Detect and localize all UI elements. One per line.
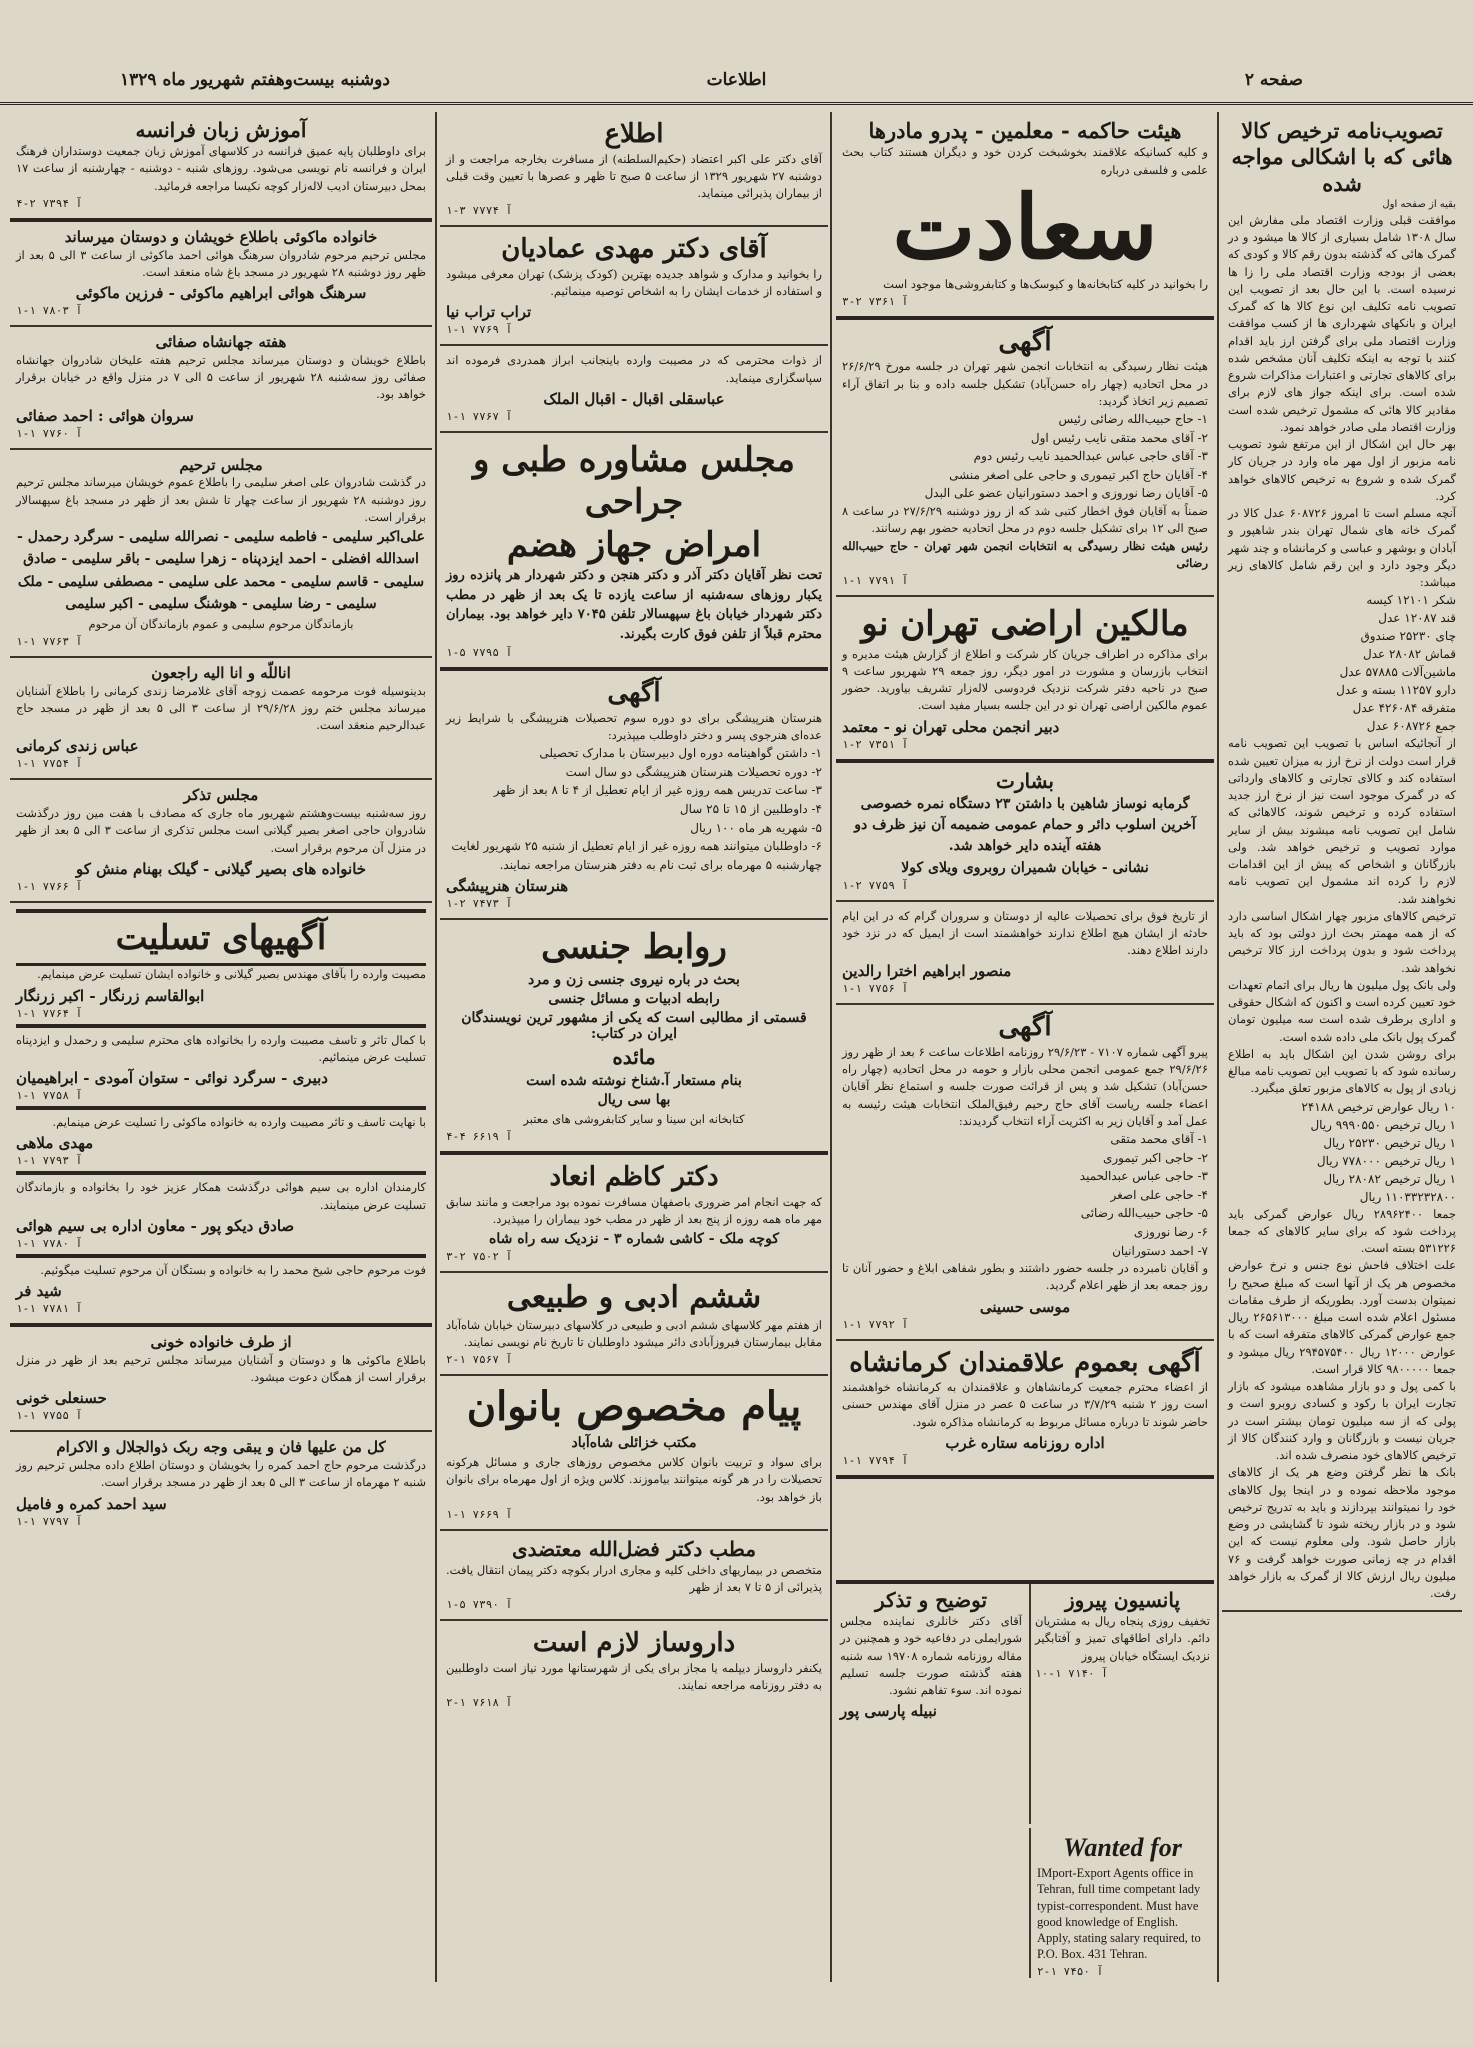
column-4 — [10, 112, 432, 1982]
article-title: تصویب‌نامه ترخیص کالا — [1241, 118, 1443, 143]
ad-title: پیام مخصوص بانوان — [466, 1383, 802, 1431]
list-item: ۵- آقایان رضا نوروزی و احمد دستورانیان عضو علی البدل — [924, 486, 1208, 501]
goods-row: ماشین‌آلات ۵۷۸۸۵ عدل — [1339, 665, 1456, 680]
ad-body: در گذشت شادروان علی اصغر سلیمی را باطلاع عموم خویشان میرساند مجلس ترحیم روز دوشنبه ۲۸ شهریور از ساعت چهار تا شش بعد از ظهر در مسجد باغ سپهسالار برقرار است. — [16, 475, 427, 524]
ad-doctor-motazedi — [440, 1531, 828, 1622]
ad-body: ضمناً به آقایان فوق اخطار کتبی شد که از روز دوشنبه ۲۷/۶/۲۹ در ساعت ۸ صبح الی ۱۲ برای تشکیل جلسه دوم در محل اتحادیه حضور بهم رسانند. — [842, 504, 1208, 536]
page-number: صفحه ۲ — [1244, 70, 1303, 90]
article-title-2: هائی که با اشکالی مواجه شده — [1231, 144, 1453, 196]
member-list — [842, 410, 1208, 503]
ad-code: آ ۷۷۹۱ ۱-۱ — [842, 574, 909, 588]
ad-french-lessons — [10, 112, 432, 222]
saadat-logo: سعادت — [892, 174, 1158, 279]
article-subtitle: بقیه از صفحه اول — [1382, 198, 1456, 210]
ad-code: آ ۷۷۵۹ ۲-۱ — [842, 878, 909, 892]
list-item: ۴- داوطلبین از ۱۵ تا ۲۵ سال — [679, 802, 822, 817]
ad-signature: سرهنگ هوائی ابراهیم ماکوئی - فرزین ماکوئی — [75, 284, 367, 302]
ad-body: از اعضاء محترم جمعیت کرمانشاهان و علاقمندان به کرمانشاه خواهشمند است روز ۲ شنبه ۳/۷/۲۹ در ساعت ۵ عصر در منزل آقای مهندس حسنی حاضر شوند تا درباره مسائل مربوط به کرمانشاه مذاکره شود. — [842, 1380, 1208, 1429]
ad-body: باطلاع ماکوئی ها و دوستان و آشنایان میرساند مجلس ترحیم بعد از ظهر در منزل برقرار است از همگان دعوت میشود. — [16, 1352, 426, 1385]
book-title: مائده — [612, 1044, 656, 1069]
list-item: ۵- حاجی حبیب‌الله رضائی — [1080, 1206, 1208, 1221]
article-paragraph: علت اختلاف فاحش نوع جنس و نرخ عوارض مخصوص هر یک از آنها است که مبلغ صحیح را نمیتوان بدست آورد. بطوریکه از طرف مقامات مسئول اعلام شده است مبلغ ۲۶۵۶۱۳۰۰۰ ریال جمع عوارض گمرکی کالاهای متفرقه است که با عوارض ۱۲۰۰۰ ریال ۲۹۴۵۷۵۴۰۰ ریال میشود و جمعا ۹۸۰۰۰۰۰ کالا قرار است. — [1228, 1258, 1456, 1376]
ad-code: آ ۷۵۶۷ ۱-۲ — [446, 1353, 513, 1367]
ad-code: آ ۷۷۹۳ ۱-۱ — [16, 1154, 83, 1168]
ad-code: آ ۷۶۶۹ ۱-۱ — [446, 1507, 513, 1521]
issue-date: دوشنبه بیست‌وهفتم شهریور ماه ۱۳۲۹ — [120, 70, 390, 90]
ad-code: آ ۷۱۴۰ ۱-۱۰ — [1035, 1666, 1108, 1680]
ad-title: مجلس ترحیم — [179, 455, 263, 474]
ad-code: آ ۷۷۹۵ ۵-۱ — [446, 646, 513, 660]
ad-book-maedeh — [440, 920, 828, 1155]
list-item: ۵- شهریه هر ماه ۱۰۰ ریال — [690, 820, 822, 835]
ad-title: اناللّه و انا الیه راجعون — [151, 663, 291, 682]
conditions-list — [446, 744, 822, 874]
article-paragraph: با کمی پول و دو بازار مشاهده میشود که بازار تجارت ایران با رکود و کسادی روبرو است و پولی که از سه میلیون تومان بیشتر است در جریان نیست و بازرگانان و وارد کنندگان کالا از ترخیص کالاهای خود منصرف شده اند. — [1228, 1379, 1456, 1462]
page-header — [0, 62, 1473, 105]
list-item: ۲- آقای محمد متقی نایب رئیس اول — [1030, 430, 1208, 445]
ad-title: روابط جنسی — [541, 927, 727, 968]
condolence-signature: مهدی ملاهی — [16, 1134, 94, 1153]
ad-code: آ ۷۷۶۳ ۱-۱ — [16, 634, 83, 648]
ad-title: پانسیون پیروز — [1064, 1588, 1181, 1612]
column-1 — [1222, 112, 1462, 1982]
list-item: ۱- آقای محمد متقی — [1110, 1132, 1208, 1147]
ad-title: مطب دکتر فضل‌الله معتضدی — [511, 1536, 757, 1561]
section-title: آگهیهای تسلیت — [16, 909, 426, 967]
ad-body: آقای دکتر خانلری نماینده مجلس شورایملی در دفاعیه خود و همچنین در مقاله روزنامه شماره ۱۹۷۰۸ سه شنبه هفته گذشته صورت جلسه تسلیم نموده اند. سوء تفاهم نشود. — [840, 1614, 1022, 1697]
condolence-body: مصیبت وارده را بآقای مهندس بصیر گیلانی و خانواده ایشان تسلیت عرض مینمایم. — [37, 967, 426, 982]
goods-row: قماش ۲۸۰۸۲ عدل — [1362, 647, 1456, 662]
goods-list — [1228, 591, 1456, 735]
ad-khouni-family — [10, 1327, 432, 1432]
ad-doctor-emadian — [440, 227, 828, 346]
ad-code: آ ۷۷۹۷ ۱-۱ — [16, 1514, 83, 1528]
ad-code: آ ۷۷۹۴ ۱-۱ — [842, 1453, 909, 1467]
article-paragraph: ولی بانک پول میلیون ها ریال برای اتمام تعهدات خود تعیین کرده است و اکنون که اشکال حقوقی و اداری برطرف شده است سه میلیون تومان گمرک پول بانک ملی داده شده است. — [1228, 977, 1456, 1044]
ad-line: بحث در باره نیروی جنسی زن و مرد — [528, 971, 740, 988]
rate-row: ۱ ریال ترخیص ۹۹۹۰۵۵۰ ریال — [1310, 1117, 1456, 1132]
article-paragraph: برای روشن شدن این اشکال باید به اطلاع رسانده شود که با تصویب این تصویب نامه مبالغ زیادی از پول به کالاهای مزبور تعلق میگیرد. — [1228, 1046, 1456, 1096]
column-rule — [1217, 112, 1219, 1982]
column-rule — [435, 112, 437, 1982]
ad-body: مجلس ترحیم مرحوم شادروان سرهنگ هوائی احمد ماکوئی از ساعت ۳ الی ۵ بعد از ظهر روز دوشنبه ۲۸ شهریور در مسجد باغ شاه منعقد است. — [16, 247, 426, 279]
list-item: ۳- آقای حاجی عباس عبدالحمید نایب رئیس دوم — [973, 449, 1208, 464]
ad-body: آقای دکتر علی اکبر اعتضاد (حکیم‌السلطنه) از مسافرت بخارجه مراجعت و از دوشنبه ۲۷ شهریور ۱۳۲۹ از ساعت ۵ صبح تا ظهر و عصرها با تعیین وقت قبلی از بیماران پذیرائی مینماید. — [446, 151, 822, 200]
ad-code: آ ۷۷۶۴ ۱-۱ — [16, 1006, 83, 1020]
ad-medical-council — [440, 433, 828, 672]
ad-body: برای داوطلبان پایه عمیق فرانسه در کلاسهای آموزش زبان جمعیت دوستداران فرهنگ ایران و فرانسه نام نویسی می‌شود. روزهای شنبه - دوشنبه - چهارشنبه از ساعت ۱۷ بمحل دبیرستان ادیب لاله‌زار کوچه نکیسا مراجعه فرمائید. — [16, 144, 426, 193]
condolence-body: با نهایت تاسف و تاثر مصیبت وارده به خانواده ماکوئی را تسلیت عرض مینمایم. — [52, 1115, 426, 1130]
ad-body: را بخوانید و مدارک و شواهد جدیده بهترین (کودک پزشک) تهران معرفی میشود و استفاده از خدمات ایشان را به اشخاص توصیه مینمائیم. — [446, 266, 822, 298]
condolence-section — [10, 903, 432, 1327]
ad-pharmacist-wanted — [440, 1621, 828, 1717]
divider — [16, 1171, 426, 1175]
ad-salimi-memorial — [10, 450, 432, 658]
rate-row: ۱۱۰۳۳۲۳۲۸۰۰ ریال — [1359, 1189, 1456, 1204]
ad-footer: بازماندگان مرحوم سلیمی و عموم بازماندگان آن مرحوم — [88, 616, 354, 631]
article-paragraph: بانک ها نظر گرفتن وضع هر یک از کالاهای موجود ملاحظه نموده و در اینجا پول کالاهای خود را نمیتوانند بپردازند و باید به تدریج ترخیص شود و در بازار ریخته شود تا گشایشی در وضع بازار حاصل شود. ولی معلوم نیست که این اقدام در چه زمانی صورت خواهد گرفت و ۷۶ میلیون ریال ارزش کالا از گمرک به بازار خواهد رفت. — [1228, 1465, 1456, 1600]
ad-body: و آقایان نامبرده در جلسه حضور داشتند و بطور شفاهی ابلاغ و حضور آنان تا روز جمعه بعد از ظهر اعلام گردید. — [842, 1261, 1208, 1293]
rates-list — [1228, 1098, 1456, 1206]
ad-tehran-no-owners — [836, 597, 1214, 763]
ad-subtitle: امراض جهاز هضم — [506, 524, 762, 565]
ad-body: روز سه‌شنبه بیست‌وهشتم شهریور ماه جاری که مصادف با هفت مین روز درگذشت شادروان حاجی اصغر بصیر گیلانی است مجلس تذکری از ساعت ۳ الی ۵ بعد از ظهر در منزل آن مرحوم برقرار است. — [16, 806, 426, 855]
condolence-body: با کمال تاثر و تاسف مصیبت وارده را بخانواده های محترم سلیمی و رحمدل و ایزدپناه تسلیت عرض مینمائیم. — [16, 1032, 426, 1064]
ad-title: دکتر کاظم انعاد — [549, 1162, 719, 1193]
ad-code: آ ۷۷۹۲ ۱-۱ — [842, 1317, 909, 1331]
ad-code: آ ۷۷۵۴ ۱-۱ — [16, 757, 83, 771]
ad-title: ششم ادبی و طبیعی — [506, 1280, 762, 1316]
ad-code: آ ۷۳۵۱ ۲-۱ — [842, 737, 909, 751]
list-item: ۴- آقایان حاج اکبر تیموری و حاجی علی اصغر منشی — [949, 467, 1208, 482]
ad-code: آ ۷۷۶۷ ۱-۱ — [446, 409, 513, 423]
ad-signature: رئیس هیئت نظار رسیدگی به انتخابات انجمن شهر تهران - حاج حبیب‌الله رضائی — [842, 538, 1208, 570]
rate-row: ۱ ریال ترخیص ۲۸۰۸۲ ریال — [1323, 1171, 1456, 1186]
ad-pension-pirooz — [1029, 1584, 1214, 1824]
ad-code: آ ۷۷۶۹ ۱-۱ — [446, 323, 513, 337]
ad-code: آ ۷۷۶۶ ۱-۱ — [16, 879, 83, 893]
condolence-signature: صادق دیکو پور - معاون اداره بی سیم هوائی — [16, 1216, 295, 1235]
ad-title: مالکین اراضی تهران نو — [861, 604, 1189, 645]
ad-signature: خانواده های بصیر گیلانی - گیلک بهنام منش کو — [75, 859, 367, 878]
ad-body: یکنفر داروساز دیپلمه یا مجاز برای یکی از شهرستانها مورد نیاز است داوطلبین به دفتر روزنامه مراجعه نمایند. — [446, 1660, 822, 1693]
article-paragraph: از آنجائیکه اساس با تصویب این تصویب نامه قرار است دولت از نرخ ارز به میزان تعیین شده استفاده کند و کالای تجارتی و کالاهای وارداتی که در گمرک موجود است نیز از نرخ ارز جدید استفاده کرده و ترخیص شوند، کالاهائی که شامل این تصویب نامه میشوند بیش از سایر موارد تصویب و ترخیص خواهد شد. ولی بازرگانان و اشخاص که پیش از این اقدامات لازم را کرده اند مشمول این تصویب نامه نخواهند شد. — [1228, 736, 1456, 906]
column-3 — [440, 112, 828, 1982]
book-price: بها سی ریال — [597, 1091, 671, 1108]
ad-title: آگهی — [998, 1012, 1052, 1043]
ad-title: داروساز لازم است — [532, 1628, 736, 1659]
ad-body: IMport-Export Agents office in Tehran, full time competant lady typist-correspondent. Must have good knowledge of English. Apply, stating salary required, to P.O. Box. 431 Tehran. — [1037, 1866, 1201, 1962]
ad-title: مجلس تذکر — [183, 786, 259, 805]
ad-signature: سروان هوائی : احمد صفائی — [16, 406, 194, 425]
ad-title: Wanted for — [1063, 1833, 1182, 1862]
ad-title: آگهی — [607, 678, 661, 709]
list-item: ۶- داوطلبان میتوانند همه روزه غیر از ایام تعطیل از شنبه ۲۵ شهریور لغایت چهارشنبه ۵ مهرماه برای ثبت نام به دفتر هنرستان مراجعه نمایند. — [451, 839, 822, 872]
ad-body: و کلیه کسانیکه علاقمند بخوشبخت کردن خود و دیگران هستند کتاب بحث علمی و فلسفی درباره — [842, 145, 1208, 177]
goods-row: جمع ۶۰۸۷۲۶ عدل — [1366, 719, 1456, 734]
ad-body: از تاریخ فوق برای تحصیلات عالیه از دوستان و سروران گرام که در این ایام حادثه از ایشان هیچ اطلاع ندارند خواهشمند است از ایمیل که در نزد خود دارند اطلاع دهند. — [842, 908, 1208, 958]
ad-title: بشارت — [996, 768, 1054, 793]
ad-title: آگهی بعموم علاقمندان کرمانشاه — [849, 1347, 1201, 1378]
ad-signature: اداره روزنامه ستاره غرب — [945, 1433, 1105, 1452]
ad-code: آ ۷۵۰۲ ۲-۳ — [446, 1250, 513, 1264]
condolence-signature: دبیری - سرگرد نوائی - ستوان آمودی - ابراهیمیان — [16, 1069, 328, 1088]
ad-signature: موسی حسینی — [979, 1297, 1071, 1316]
ad-title: کل من علیها فان و یبقی وجه ربک ذوالجلال و الاکرام — [56, 1438, 386, 1457]
list-item: ۷- احمد دستورانیان — [1112, 1243, 1208, 1258]
condolence-signature: شید فر — [16, 1282, 62, 1301]
ad-kamareh-memorial — [10, 1432, 432, 1535]
ad-body: بدینوسیله فوت مرحومه عصمت زوجه آقای غلامرضا زندی کرمانی را باطلاع آشنایان میرساند مجلس ختم روز ۲۹/۶/۲۸ از ساعت ۳ الی ۵ بعد از ظهر در مسجد حاج عبدالرحیم منعقد است. — [16, 683, 426, 733]
ad-code: آ ۷۳۹۰ ۵-۱ — [446, 1598, 513, 1612]
ad-signature: دبیر انجمن محلی تهران نو - معتمد — [842, 717, 1060, 736]
ad-address: نشانی - خیابان شمیران روبروی ویلای کولا — [901, 859, 1149, 876]
ad-body: باطلاع خویشان و دوستان میرساند مجلس ترحیم هفته علیخان شادروان جهانشاه صفائی روز سه‌شنبه ۲۸ شهریور از ساعت ۵ الی ۷ در منزل واقع در خیابان برقرار خواهد بود. — [16, 352, 426, 402]
list-item: ۲- دوره تحصیلات هنرستان هنرپیشگی دو سال است — [565, 764, 822, 779]
condolence-body: کارمندان اداره بی سیم هوائی درگذشت همکار عزیز خود را بخانواده و بازماندگان تسلیت عرض مینمایند. — [16, 1180, 426, 1212]
list-item: ۳- حاجی عباس عبدالحمید — [1079, 1169, 1208, 1184]
ad-body: که جهت انجام امر ضروری باصفهان مسافرت نموده بود مراجعت و مانند سابق مهر ماه همه روزه از پنج بعد از ظهر در مطب خود بیماران را میپذیرد. — [446, 1194, 822, 1226]
ad-address: کوچه ملک - کاشی شماره ۳ - نزدیک سه راه شاه — [489, 1231, 779, 1248]
ad-doctor-kazem — [440, 1155, 828, 1273]
divider — [16, 1106, 426, 1110]
list-item: ۱- حاج حبیب‌الله رضائی رئیس — [1058, 412, 1208, 427]
ad-line: رابطه ادبیات و مسائل جنسی — [548, 990, 720, 1007]
ad-signature: حسنعلی خونی — [16, 1389, 107, 1408]
article-paragraph: ترخیص کالاهای مزبور چهار اشکال اساسی دارد که از همه مهمتر بحث ارز دولتی بود که باید پرداخت شود و بدون پرداخت ارز کالا ترخیص نخواهد شد. — [1228, 908, 1456, 975]
ad-title: خانواده ماکوئی باطلاع خویشان و دوستان میرساند — [64, 227, 378, 246]
ad-code: آ ۷۷۷۴ ۳-۱ — [446, 204, 513, 218]
condolence-signature: ابوالقاسم زرنگار - اکبر زرنگار — [16, 986, 205, 1005]
goods-row: قند ۱۲۰۸۷ عدل — [1378, 611, 1456, 626]
ad-body: تحت نظر آقایان دکتر آذر و دکتر هنجن و دکتر شهردار هر پانزده روز یکبار روزهای سه‌شنبه از ساعت یازده تا یک بعد از ظهر در مطب دکتر شهردار خیابان باغ سپهسالار تلفن ۷۰۴۵ دایر خواهد بود. بیماران محترم قبلاً از تلفن فوق کارت بگیرند. — [446, 568, 822, 642]
ad-title: اطلاع — [604, 119, 664, 149]
ad-body: متخصص در بیماریهای داخلی کلیه و مجاری ادرار بکوچه دکتر پیمان انتقال یافت. پذیرائی از ۵ تا ۷ بعد از ظهر — [446, 1562, 822, 1595]
ad-subtitle: مکتب خزائلی شاه‌آباد — [571, 1435, 697, 1452]
ad-code: آ ۷۷۵۶ ۱-۱ — [842, 982, 909, 996]
ad-code: آ ۷۳۹۴ ۲-۴ — [16, 196, 83, 210]
ad-body: درگذشت مرحوم حاج احمد کمره را بخویشان و دوستان اطلاع داده مجلس ترحیم روز شنبه ۲ مهرماه از ساعت ۳ الی ۵ بعد از ظهر در مسجد برقرار است. — [16, 1458, 426, 1490]
ad-election-board — [836, 320, 1214, 597]
goods-row: شکر ۱۲۱۰۱ کیسه — [1366, 593, 1456, 608]
ad-thanks — [440, 346, 828, 433]
ad-signature: عباس زندی کرمانی — [16, 737, 139, 756]
ad-acting-school — [440, 671, 828, 920]
ad-makuei-family — [10, 222, 432, 327]
ad-kermanshah — [836, 1341, 1214, 1479]
ad-title: آموزش زبان فرانسه — [135, 118, 307, 142]
mourner-names: علی‌اکبر سلیمی - فاطمه سلیمی - نصرالله سلیمی - سرگرد رحمدل - اسدالله افضلی - احمد ایزدپناه - زهرا سلیمی - باقر سلیمی - صادق سلیمی - قاسم سلیمی - محمد علی سلیمی - مصطفی سلیمی - ملک سلیمی - رضا سلیمی - هوشنگ سلیمی - اکبر سلیمی — [17, 529, 425, 613]
ad-signature: منصور ابراهیم اخترا رالدین — [842, 962, 1012, 981]
rate-row: ۱ ریال ترخیص ۷۷۸۰۰۰ ریال — [1316, 1153, 1456, 1168]
ad-signature: تراب تراب نیا — [446, 303, 532, 322]
ad-code: آ ۶۶۱۹ ۴-۴ — [446, 1130, 513, 1144]
ad-body: هیئت نظار رسیدگی به انتخابات انجمن شهر تهران در جلسه مورخ ۲۶/۶/۲۹ در محل اتحادیه (چهار راه حسن‌آباد) تشکیل جلسه داده و بنا بر اتفاق آراء تصمیم زیر اتخاذ گردید: — [842, 359, 1208, 408]
ad-body: برای مذاکره در اطراف جریان کار شرکت و اطلاع از گزارش هیئت مدیره و انتخاب بازرسان و مشورت در امور دیگر، روز جمعه ۲۹ شهریور ساعت ۹ صبح در ناحیه دفتر شرکت نزدیک فردوسی لاله‌زار تشریف بیاورید. حضور عموم مالکین اراضی تهران نو در این جلسه بسیار مفید است. — [842, 646, 1208, 713]
rate-row: ۱۰ ریال عوارض ترخیص ۲۴۱۸۸ — [1301, 1099, 1456, 1114]
ad-doctor-etezad — [440, 112, 828, 227]
list-item: ۱- داشتن گواهینامه دوره اول دبیرستان با مدارک تحصیلی — [539, 746, 822, 761]
ad-basir-memorial — [10, 780, 432, 903]
ad-bathhouse — [836, 763, 1214, 902]
ad-code: آ ۷۷۶۰ ۱-۱ — [16, 426, 83, 440]
article-paragraph: جمعا ۲۸۹۶۲۴۰۰ ریال عوارض گمرکی باید پرداخت شود که برای سایر کالاهای که جمعا ۵۳۱۲۲۶ بسته است. — [1228, 1206, 1456, 1255]
rate-row: ۱ ریال ترخیص ۲۵۲۳۰ ریال — [1323, 1135, 1456, 1150]
article-customs-clearance — [1222, 112, 1462, 1612]
ad-code: آ ۷۶۱۸ ۱-۲ — [446, 1696, 513, 1710]
ad-title: مجلس مشاوره طبی و جراحی — [473, 439, 795, 523]
ad-code: آ ۷۸۰۳ ۱-۱ — [16, 304, 83, 317]
column-rule — [830, 112, 832, 1982]
list-item: ۶- رضا نوروزی — [1133, 1224, 1208, 1239]
member-list — [842, 1130, 1208, 1260]
ad-title: آقای دکتر مهدی عمادیان — [501, 234, 767, 265]
article-paragraph: آنچه مسلم است تا امروز ۶۰۸۷۲۶ عدل کالا در گمرک خانه های شمال تهران بندر شاهپور و آبادان و بوشهر و عباسی و کرمانشاه و چند شهر دیگر وجود دارد و این رقم شامل کالاهای زیر میباشد: — [1228, 506, 1456, 589]
ad-signature: عباسقلی اقبال - اقبال الملک — [543, 389, 725, 408]
ad-code: آ ۷۷۵۸ ۱-۱ — [16, 1089, 83, 1103]
ad-footer: کتابخانه ابن سینا و سایر کتابفروشی های معتبر — [523, 1111, 745, 1126]
goods-row: دارو ۱۱۲۵۷ بسته و عدل — [1336, 683, 1456, 698]
ad-signature: سید احمد کمره و فامیل — [16, 1494, 167, 1513]
ad-clarification — [836, 1584, 1026, 1984]
ad-code: آ ۷۷۵۵ ۱-۱ — [16, 1409, 83, 1423]
ad-notice — [836, 902, 1214, 1006]
ad-safaei — [10, 327, 432, 450]
list-item: ۳- ساعت تدریس همه روزه غیر از ایام تعطیل از ۴ تا ۸ بعد از ظهر — [493, 783, 822, 798]
ad-signature: نبیله پارسی پور — [840, 1702, 937, 1721]
ad-title: هیئت حاکمه - معلمین - پدرو مادرها — [868, 118, 1182, 143]
article-paragraph: موافقت قبلی وزارت اقتصاد ملی مفارش این سال ۱۳۰۸ شامل بسیاری از کالا ها میشود و در گمرک هائی که گذشته بدون رقم کالا و کودی که بعضی از بودجه وزارت اقتصاد ملی را زا ها نرسیده است. با این حال بعد از تصویب این تصویب نامه تکلیف این نوع کالا ها که گمرک ایران و بانکهای شهرداری ها از کسب موافقت وزارت اقتصاد ملی برای گرفتن ارز باید اقدام کنند با توجه به اینکه تکلیف آنان مشخص شده برای کالاهای تجارتی و اعتبارات مذاکرات شروع شده است. برای اینکه جواز های لازم برای مقادیر کالا هائی که مشمول ترخیص شده است وزارت اقتصاد ملی صادر خواهد نمود. — [1228, 212, 1457, 434]
ad-title: هفته جهانشاه صفائی — [155, 333, 287, 351]
ad-signature: هنرستان هنرپیشگی — [446, 877, 569, 896]
ad-body: از ذوات محترمی که در مصیبت وارده باینجانب ابراز همدردی فرموده اند سپاسگزاری مینماید. — [446, 353, 822, 385]
divider — [16, 1024, 426, 1028]
ad-women-message — [440, 1376, 828, 1531]
ad-line: بنام مستعار آ.شناخ نوشته شده است — [526, 1072, 742, 1089]
ad-bazaar-council — [836, 1005, 1214, 1340]
ad-body: گرمابه نوساز شاهین با داشتن ۲۳ دستگاه نمره خصوصی آخرین اسلوب دائر و حمام عمومی ضمیمه آن نیز ظرف دو هفته آینده دایر خواهد شد. — [854, 795, 1196, 854]
ad-body: پیرو آگهی شماره ۷۱۰۷ - ۲۹/۶/۲۳ روزنامه اطلاعات ساعت ۶ بعد از ظهر روز ۲۹/۶/۲۶ جمع عمومی انجمن محلی بازار و حومه در محل اتحادیه (چهار راه حسن‌آباد) تشکیل شد و پس از قرائت صورت جلسه و استماع نظر آقایان اعضاء جلسه ریاست آقای حاج رحیم رفیق‌الملک انتخابات هیئت رئیسه به عمل آمد و آقایان زیر به اکثریت آراء انتخاب گردیدند: — [842, 1044, 1208, 1128]
ad-code: آ ۷۷۸۰ ۱-۱ — [16, 1236, 83, 1250]
ad-body: تخفیف روزی پنجاه ریال به مشتریان دائم. دارای اطاقهای تمیز و آفتابگیر نزدیک ایستگاه خیابان پیروز — [1035, 1614, 1210, 1663]
ad-zandi — [10, 658, 432, 781]
bottom-ads-block — [836, 1580, 1214, 1984]
condolence-body: فوت مرحوم حاجی شیخ محمد را به خانواده و بستگان آن مرحوم تسلیت میگوئیم. — [40, 1262, 426, 1277]
ad-title: توضیح و تذکر — [874, 1588, 988, 1612]
list-item: ۲- حاجی اکبر تیموری — [1102, 1150, 1208, 1165]
ad-code: آ ۷۳۶۱ ۲-۳ — [842, 294, 909, 308]
ad-code: آ ۷۴۷۳ ۲-۱ — [446, 897, 513, 911]
ad-title: آگهی — [998, 326, 1052, 357]
goods-row: متفرقه ۴۲۶۰۸۴ عدل — [1352, 701, 1456, 716]
ad-body: از هفتم مهر کلاسهای ششم ادبی و طبیعی در کلاسهای دبیرستان خیابان شاه‌آباد مقابل بیمارستان فیروزآبادی دائر میشود داوطلبان تا تاریخ نام نویسی نمایند. — [446, 1317, 822, 1349]
ad-body: برای سواد و تربیت بانوان کلاس مخصوص روزهای جاری و مسائل هرکونه تحصیلات را در هر گونه میتوانند بیاموزند. کلاس ویژه از اول مهرماه برای بانوان باز خواهد بود. — [446, 1455, 822, 1504]
divider — [16, 1254, 426, 1258]
ad-code: آ ۷۷۸۱ ۱-۱ — [16, 1302, 83, 1316]
ad-line: قسمتی از مطالبی است که یکی از مشهور ترین نویسندگان ایران در کتاب: — [461, 1009, 807, 1042]
newspaper-name: اطلاعات — [706, 70, 767, 90]
ad-title: از طرف خانواده خونی — [150, 1333, 292, 1352]
ad-saadat-book — [836, 112, 1214, 320]
ad-body: هنرستان هنرپیشگی برای دو دوره سوم تحصیلات هنرپیشگی با شرایط زیر عده‌ای هنرجوی پسر و دختر داوطلب میپذیرد: — [446, 710, 822, 742]
ad-wanted-english — [1029, 1828, 1214, 1978]
ad-footer: را بخوانید در کلیه کتابخانه‌ها و کیوسک‌ها و کتابفروشی‌ها موجود است — [883, 276, 1208, 291]
list-item: ۴- حاجی علی اصغر — [1110, 1187, 1208, 1202]
article-paragraph: بهر حال این اشکال از این مرتفع شود تصویب نامه مزبور از اول مهر ماه وارد در جریان کار گمرک شده و شروع به ترخیص کالاهای خواهد کرد. — [1228, 437, 1456, 503]
goods-row: چای ۲۵۲۳۰ صندوق — [1360, 629, 1456, 644]
ad-code: آ ۷۴۵۰ ۱-۲ — [1037, 1964, 1104, 1978]
ad-sixth-grade — [440, 1273, 828, 1376]
